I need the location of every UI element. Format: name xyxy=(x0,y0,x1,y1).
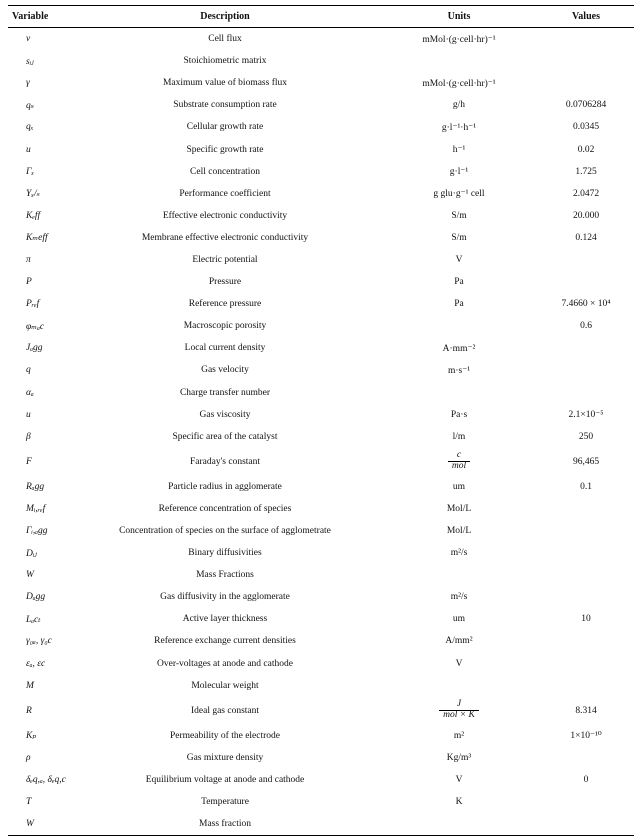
cell-value: 2.0472 xyxy=(572,188,600,199)
cell-description: Cellular growth rate xyxy=(186,122,264,133)
cell-description: Local current density xyxy=(184,343,266,354)
cell-value: 0.1 xyxy=(580,481,592,492)
cell-description: Reference exchange current densities xyxy=(154,636,296,647)
cell-units: mMol·(g·cell·hr)⁻¹ xyxy=(422,34,496,45)
cell-variable: Γₓ xyxy=(26,166,35,177)
cell-variable: Yₓ/ₛ xyxy=(26,189,40,200)
cell-value xyxy=(538,747,634,769)
cell-value xyxy=(538,586,634,608)
table-row xyxy=(8,498,634,520)
table-row xyxy=(8,359,634,381)
table-row xyxy=(8,138,634,160)
table-row xyxy=(8,205,634,227)
table-row xyxy=(8,586,634,608)
cell-value xyxy=(538,564,634,586)
cell-variable: Lₐcₜ xyxy=(26,614,41,625)
cell-variable: γ xyxy=(26,78,30,89)
cell-value xyxy=(538,791,634,813)
cell-units: V xyxy=(455,254,463,265)
cell-units xyxy=(380,813,538,836)
table-row xyxy=(8,608,634,630)
cell-units: g glu·g⁻¹ cell xyxy=(433,189,485,200)
cell-units: V xyxy=(455,658,463,669)
header-variable: Variable xyxy=(8,6,70,28)
cell-variable: qₓ xyxy=(26,122,34,133)
cell-description: Reference pressure xyxy=(188,299,262,310)
cell-value xyxy=(538,382,634,404)
header-values: Values xyxy=(538,6,634,28)
header-units: Units xyxy=(380,6,538,28)
cell-units: Pa xyxy=(454,277,464,288)
table-row xyxy=(8,564,634,586)
fraction-denominator: mol xyxy=(451,461,467,472)
fraction-denominator: mol × K xyxy=(443,710,475,721)
cell-units: g·l⁻¹·h⁻¹ xyxy=(441,122,477,133)
cell-units: A·mm⁻² xyxy=(442,343,476,354)
table-row xyxy=(8,382,634,404)
cell-units: m²/s xyxy=(450,592,468,603)
cell-description: Concentration of species on the surface of agglometrate xyxy=(119,526,331,537)
cell-value: 7.4660 × 10⁴ xyxy=(561,299,611,310)
table-row xyxy=(8,183,634,205)
cell-description: Cell concentration xyxy=(190,166,260,177)
cell-variable: P xyxy=(26,277,32,288)
table-row xyxy=(8,50,634,72)
cell-description: Mass Fractions xyxy=(196,570,254,581)
cell-description: Reference concentration of species xyxy=(158,503,292,514)
cell-description: Specific area of the catalyst xyxy=(172,431,278,442)
cell-value xyxy=(538,542,634,564)
cell-units xyxy=(380,315,538,337)
table-row xyxy=(8,542,634,564)
cell-variable: β xyxy=(26,431,31,442)
cell-variable: ρ xyxy=(26,752,31,763)
cell-units xyxy=(380,382,538,404)
table-row xyxy=(8,249,634,271)
cell-units: m·s⁻¹ xyxy=(447,365,471,376)
table-row xyxy=(8,116,634,138)
cell-value xyxy=(538,249,634,271)
table-row xyxy=(8,315,634,337)
table-row xyxy=(8,476,634,498)
cell-description: Active layer thickness xyxy=(182,614,268,625)
table-row xyxy=(8,697,634,725)
cell-description: Ideal gas constant xyxy=(190,705,260,716)
cell-value xyxy=(538,72,634,94)
cell-value: 0.02 xyxy=(577,144,595,155)
cell-value xyxy=(538,498,634,520)
cell-variable: W xyxy=(26,570,34,581)
fraction-numerator: c xyxy=(448,451,470,462)
table-row xyxy=(8,813,634,836)
cell-variable: Kₚ xyxy=(26,731,37,742)
unit-fraction xyxy=(439,700,479,721)
cell-description: Stoichiometric matrix xyxy=(183,56,267,67)
cell-units: V xyxy=(455,774,463,785)
cell-value: 0.0706284 xyxy=(565,100,607,111)
cell-description: Molecular weight xyxy=(191,680,259,691)
table-row xyxy=(8,426,634,448)
cell-variable: sᵢⱼ xyxy=(26,56,34,67)
cell-units xyxy=(380,697,538,725)
cell-units xyxy=(380,675,538,697)
cell-units: Pa·s xyxy=(450,409,468,420)
cell-description: Substrate consumption rate xyxy=(173,100,277,111)
cell-variable: M xyxy=(26,680,34,691)
cell-variable: u xyxy=(26,409,31,420)
cell-variable: φₘₐc xyxy=(26,321,45,332)
table-row xyxy=(8,28,634,51)
cell-variable: δₑq,ₐ, δₑq,c xyxy=(26,774,66,785)
cell-units: m²/s xyxy=(450,548,468,559)
cell-variable: u xyxy=(26,144,31,155)
cell-description: Specific growth rate xyxy=(186,144,264,155)
cell-units: Mol/L xyxy=(446,503,472,514)
table-row xyxy=(8,293,634,315)
cell-variable: q xyxy=(26,365,31,376)
table-row xyxy=(8,675,634,697)
table-row xyxy=(8,725,634,747)
table-row xyxy=(8,271,634,293)
table-row xyxy=(8,227,634,249)
cell-description: Temperature xyxy=(201,797,249,808)
cell-variable: v xyxy=(26,34,31,45)
variables-table xyxy=(8,5,634,836)
cell-variable: Mᵢ,ᵣₑf xyxy=(26,503,46,514)
cell-units xyxy=(380,50,538,72)
cell-value xyxy=(538,50,634,72)
cell-units: um xyxy=(452,614,466,625)
cell-description: Performance coefficient xyxy=(179,188,271,199)
cell-value: 0.124 xyxy=(575,232,597,243)
table-body xyxy=(8,28,634,836)
cell-variable: T xyxy=(26,797,32,808)
cell-units xyxy=(380,448,538,476)
cell-value xyxy=(538,520,634,542)
cell-value xyxy=(538,359,634,381)
cell-units: Pa xyxy=(454,299,464,310)
cell-value xyxy=(538,630,634,652)
table-row xyxy=(8,747,634,769)
header-description: Description xyxy=(70,6,380,28)
table-row xyxy=(8,653,634,675)
cell-value: 1.725 xyxy=(575,166,597,177)
cell-description: Equilibrium voltage at anode and cathode xyxy=(145,774,305,785)
cell-value xyxy=(538,653,634,675)
cell-value xyxy=(538,28,634,51)
cell-description: Mass fraction xyxy=(70,813,380,836)
cell-units: A/mm² xyxy=(445,636,473,647)
cell-description: Permeability of the electrode xyxy=(170,730,280,741)
cell-variable: Kₘeff xyxy=(26,233,48,244)
cell-units: l/m xyxy=(452,431,466,442)
cell-description: Binary diffusivities xyxy=(188,548,262,559)
cell-description: Gas viscosity xyxy=(199,409,251,420)
cell-variable: Kₑff xyxy=(26,210,41,221)
cell-description: Over-voltages at anode and cathode xyxy=(157,658,293,669)
table-row xyxy=(8,161,634,183)
table-header xyxy=(8,6,634,28)
cell-value: 0.6 xyxy=(580,321,592,332)
cell-variable: Pᵣₑf xyxy=(26,299,40,310)
cell-variable: π xyxy=(26,254,31,265)
cell-value: 250 xyxy=(578,431,594,442)
cell-description: Membrane effective electronic conductivity xyxy=(141,232,309,243)
cell-variable: R xyxy=(26,705,32,716)
cell-value xyxy=(538,675,634,697)
fraction-numerator: J xyxy=(439,700,479,711)
table-row xyxy=(8,448,634,476)
cell-variable: αₐ xyxy=(26,387,34,398)
cell-value: 0.0345 xyxy=(572,122,600,133)
cell-variable: Dₐgg xyxy=(26,592,46,603)
cell-units: Kg/m³ xyxy=(446,752,472,763)
cell-units: S/m xyxy=(451,232,467,243)
cell-description: Macroscopic porosity xyxy=(183,321,267,332)
cell-value: 8.314 xyxy=(575,705,597,716)
cell-variable: εₐ, εc xyxy=(26,658,46,669)
cell-units xyxy=(380,564,538,586)
cell-description: Gas mixture density xyxy=(186,752,264,763)
cell-description: Charge transfer number xyxy=(179,387,271,398)
cell-description: Faraday's constant xyxy=(189,456,261,467)
cell-variable: W xyxy=(8,813,70,836)
cell-value: 2.1×10⁻⁵ xyxy=(568,410,604,421)
cell-units: K xyxy=(455,797,463,808)
cell-variable: γ₀ₐ, γ₀c xyxy=(26,636,52,647)
cell-variable: Dᵢⱼ xyxy=(26,548,37,559)
cell-description: Cell flux xyxy=(208,34,242,45)
cell-value: 20.000 xyxy=(572,210,600,221)
cell-units: g/h xyxy=(452,100,466,111)
cell-description: Effective electronic conductivity xyxy=(162,210,288,221)
cell-units: h⁻¹ xyxy=(452,145,466,156)
cell-variable: qₛ xyxy=(26,100,34,111)
table-row xyxy=(8,94,634,116)
cell-description: Maximum value of biomass flux xyxy=(162,78,287,89)
table-row xyxy=(8,791,634,813)
cell-units: g·l⁻¹ xyxy=(449,167,469,178)
cell-value xyxy=(538,337,634,359)
cell-variable: F xyxy=(26,456,32,467)
cell-value: 10 xyxy=(581,614,591,625)
table-row xyxy=(8,630,634,652)
cell-units: S/m xyxy=(451,210,467,221)
cell-units: Mol/L xyxy=(446,526,472,537)
table-row xyxy=(8,769,634,791)
unit-fraction xyxy=(448,451,470,472)
cell-variable: Γᵢ,ₐgg xyxy=(26,526,48,537)
cell-value: 96,465 xyxy=(572,456,600,467)
table-row xyxy=(8,520,634,542)
cell-description: Gas velocity xyxy=(201,365,249,376)
table-row xyxy=(8,404,634,426)
table-row xyxy=(8,72,634,94)
cell-description: Gas diffusivity in the agglomerate xyxy=(160,592,290,603)
cell-description: Pressure xyxy=(208,277,242,288)
cell-description: Particle radius in agglomerate xyxy=(168,481,282,492)
cell-value: 0 xyxy=(583,774,589,785)
cell-units: m² xyxy=(453,730,465,741)
header-row xyxy=(8,6,634,28)
cell-value xyxy=(538,271,634,293)
cell-description: Electric potential xyxy=(192,254,258,265)
cell-units: mMol·(g·cell·hr)⁻¹ xyxy=(422,78,496,89)
table-row xyxy=(8,337,634,359)
cell-value: 1×10⁻¹⁰ xyxy=(570,731,602,742)
cell-variable: Jₐgg xyxy=(26,343,43,354)
cell-variable: Rₐgg xyxy=(26,481,45,492)
cell-units: um xyxy=(452,481,466,492)
cell-value xyxy=(538,813,634,836)
